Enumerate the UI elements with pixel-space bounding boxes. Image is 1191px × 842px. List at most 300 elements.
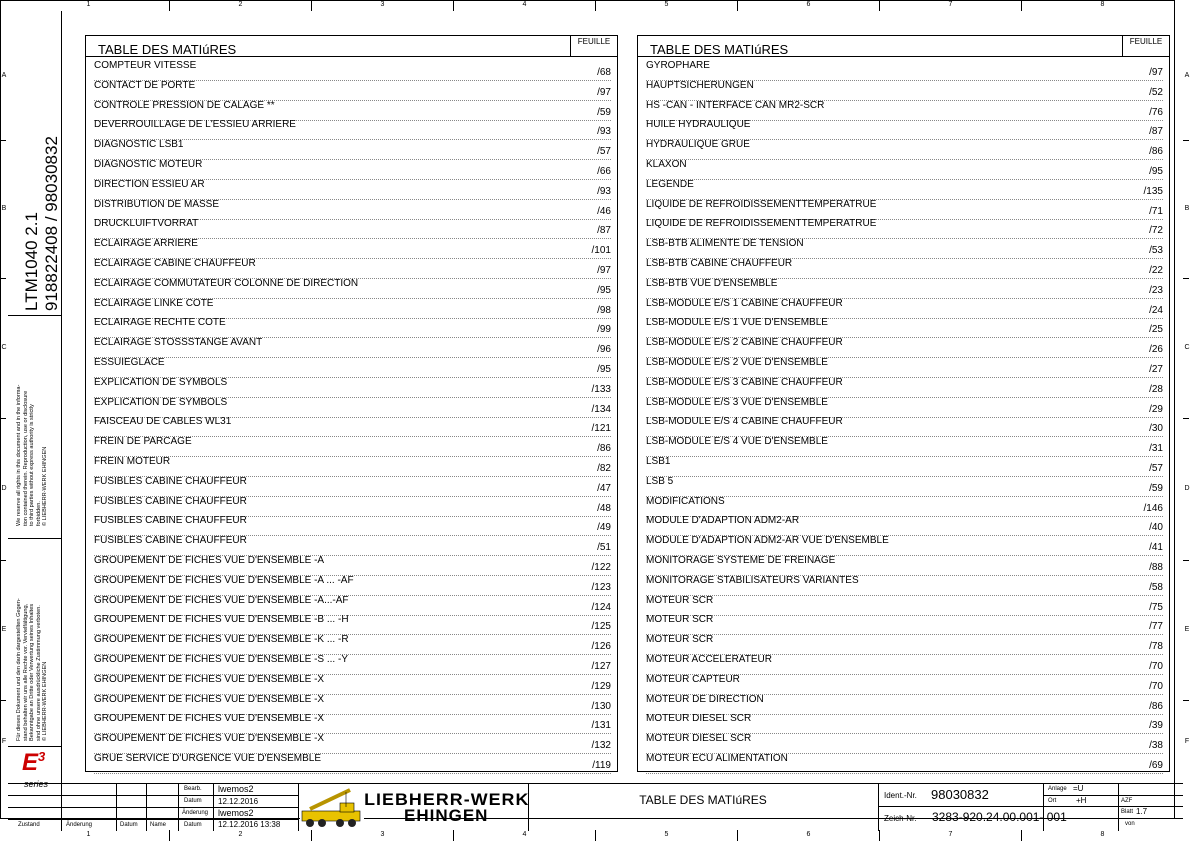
toc-entry-label: LSB-MODULE E/S 1 VUE D'ENSEMBLE: [646, 317, 828, 329]
toc-entry: [646, 733, 1163, 754]
toc-entry: [94, 694, 611, 715]
toc-entry-page: /93: [597, 185, 611, 197]
toc-entry: [94, 298, 611, 319]
toc-entry: [646, 238, 1163, 259]
toc-entry-page: /98: [597, 304, 611, 316]
toc-entry: [646, 317, 1163, 338]
toc-entry-page: /101: [591, 245, 611, 257]
toc-entry: [646, 80, 1163, 101]
row-divider-tick: [1183, 278, 1189, 279]
name-label: Name: [150, 822, 167, 828]
toc-entry-page: /129: [591, 680, 611, 692]
row-letter: C: [1184, 344, 1190, 351]
column-number: 4: [454, 0, 596, 11]
toc-entry-page: /77: [1149, 621, 1163, 633]
toc-entry: [94, 159, 611, 180]
drawing-numbers: 918822408 / 98030832: [42, 136, 61, 311]
toc-entry-label: DIRECTION ESSIEU AR: [94, 178, 205, 190]
toc-entry-label: MODULE D'ADAPTION ADM2-AR: [646, 515, 800, 527]
toc-entry: [94, 317, 611, 338]
anlage-label: Anlage: [1048, 786, 1067, 792]
toc-entry-label: LSB-BTB ALIMENTE DE TENSION: [646, 238, 804, 250]
zeich-value: 3283-920.24.00.001- 001: [932, 810, 1067, 824]
toc-entry-page: /135: [1143, 185, 1163, 197]
toc-entry-label: LSB1: [646, 456, 671, 467]
toc-entry-page: /119: [592, 760, 611, 771]
toc-entry: [94, 119, 611, 140]
toc-entry-label: GROUPEMENT DE FICHES VUE D'ENSEMBLE -X: [94, 693, 325, 705]
ort-value: +H: [1076, 796, 1087, 805]
toc-entry-label: DRUCKLUIFTVORRAT: [94, 218, 199, 230]
toc-entry-label: LSB-MODULE E/S 4 VUE D'ENSEMBLE: [646, 436, 828, 448]
toc-entry-page: /134: [591, 403, 611, 415]
toc-entry-label: MOTEUR SCR: [646, 594, 714, 606]
toc-entry-label: DIAGNOSTIC MOTEUR: [94, 159, 203, 170]
row-divider-tick: [1183, 560, 1189, 561]
toc-entry: [94, 416, 611, 437]
row-letter: C: [1, 344, 7, 351]
toc-entry: [646, 179, 1163, 200]
toc-entry: [646, 199, 1163, 220]
toc-entry-label: GROUPEMENT DE FICHES VUE D'ENSEMBLE -B ... -H: [94, 614, 349, 626]
toc-entry-label: GYROPHARE: [646, 60, 710, 71]
copyright-english: [16, 385, 49, 526]
toc-entry-page: /72: [1149, 225, 1163, 237]
toc-entry-page: /49: [597, 522, 611, 534]
toc-entry: [646, 100, 1163, 121]
toc-entry: [94, 674, 611, 695]
toc-entry-page: /59: [597, 106, 611, 118]
toc-entry: [94, 278, 611, 299]
toc-entry-page: /22: [1149, 265, 1163, 276]
toc-entry-label: LSB-MODULE E/S 1 CABINE CHAUFFEUR: [646, 297, 843, 309]
toc-entry-page: /96: [597, 344, 611, 356]
toc-entry-page: /69: [1149, 760, 1163, 771]
toc-entry-label: MOTEUR DIESEL SCR: [646, 713, 752, 725]
toc-entry-label: LIQUIDE DE REFROIDISSEMENTTEMPERATRUE: [646, 198, 877, 210]
toc-entry: [94, 575, 611, 596]
toc-entry: [646, 713, 1163, 734]
row-letter: B: [1184, 205, 1190, 212]
toc-entry: [94, 634, 611, 655]
toc-entry: [646, 595, 1163, 616]
toc-entry: [94, 555, 611, 576]
datum-label: Datum: [120, 822, 138, 828]
copyright-line: Bekanntgabe an Dritte oder Verwertung seines Inhaltes: [29, 603, 35, 741]
toc-entry: [94, 436, 611, 457]
toc-entry-page: /146: [1143, 502, 1163, 514]
toc-entry: [94, 377, 611, 398]
bearb-value: lwemos2: [218, 784, 254, 794]
toc-entry-label: DEVERROUILLAGE DE L'ESSIEU ARRIERE: [94, 119, 296, 131]
copyright-line: © LIEBHERR-WERK EHINGEN: [42, 661, 48, 741]
toc-entry-page: /41: [1149, 542, 1163, 554]
column-grid-bottom: [8, 830, 1183, 841]
toc-entry: [646, 753, 1163, 774]
column-number: 5: [596, 0, 738, 11]
column-number: 3: [312, 0, 454, 11]
toc-entry-page: /57: [597, 146, 611, 158]
toc-entry-label: FUSIBLES CABINE CHAUFFEUR: [94, 515, 247, 527]
left-info-strip: [8, 11, 62, 789]
toc-entry-label: FREIN MOTEUR: [94, 456, 171, 467]
toc-entry: [646, 377, 1163, 398]
toc-entry-label: FUSIBLES CABINE CHAUFFEUR: [94, 475, 247, 487]
column-number: 4: [454, 830, 596, 841]
toc-entry-label: HYDRAULIQUE GRUE: [646, 139, 750, 151]
toc-entry-page: /97: [597, 265, 611, 276]
toc-entry-label: HUILE HYDRAULIQUE: [646, 119, 751, 131]
toc-entry-page: /125: [591, 621, 611, 633]
toc-entry: [646, 337, 1163, 358]
toc-entry: [94, 100, 611, 121]
toc-entry-page: /46: [597, 205, 611, 217]
row-divider-tick: [1183, 700, 1189, 701]
toc-entry-label: GROUPEMENT DE FICHES VUE D'ENSEMBLE -K ... -R: [94, 634, 349, 646]
datum2-value: 12.12.2016 13:38: [218, 820, 281, 829]
toc-entry-page: /133: [591, 383, 611, 395]
toc-entry-page: /26: [1149, 344, 1163, 356]
toc-entry: [94, 456, 611, 477]
toc-entry: [94, 258, 611, 279]
toc-entry-page: /30: [1149, 423, 1163, 435]
toc-entry: [646, 397, 1163, 418]
toc-left-title: TABLE DES MATIúRES: [98, 42, 237, 57]
toc-entry: [94, 218, 611, 239]
toc-entry: [94, 357, 611, 378]
toc-entry-page: /29: [1149, 403, 1163, 415]
toc-entry-label: MOTEUR CAPTEUR: [646, 673, 740, 685]
toc-entry-page: /53: [1149, 245, 1163, 257]
toc-entry-page: /95: [1149, 166, 1163, 177]
toc-entry-label: LSB-MODULE E/S 3 VUE D'ENSEMBLE: [646, 396, 828, 408]
crane-logo-icon: [300, 787, 364, 829]
column-grid-top: [8, 0, 1183, 11]
toc-entry: [94, 397, 611, 418]
row-divider-tick: [0, 278, 6, 279]
toc-entry-label: CONTACT DE PORTE: [94, 79, 196, 91]
copyright-line: We reserve all rights in this document and in the informa-: [16, 384, 22, 526]
toc-entry-label: MOTEUR SCR: [646, 634, 714, 646]
toc-entry-label: HAUPTSICHERUNGEN: [646, 79, 754, 91]
toc-entry-label: ECLAIRAGE ARRIERE: [94, 238, 198, 250]
toc-entry-page: /58: [1149, 581, 1163, 593]
toc-entry-label: MONITORAGE STABILISATEURS VARIANTES: [646, 574, 859, 586]
toc-entry-page: /31: [1149, 443, 1163, 455]
toc-entry: [646, 298, 1163, 319]
toc-entry-page: /127: [591, 661, 611, 672]
toc-entry-page: /82: [597, 463, 611, 474]
aenderung2-label: Änderung: [182, 810, 209, 816]
toc-entry-label: LIQUIDE DE REFROIDISSEMENTTEMPERATRUE: [646, 218, 877, 230]
copyright-german: [16, 598, 49, 741]
toc-entry-page: /75: [1149, 601, 1163, 613]
azf-label: AZF: [1121, 798, 1133, 804]
ident-label: Ident.-Nr.: [884, 791, 917, 800]
toc-entry: [94, 595, 611, 616]
toc-entry-page: /23: [1149, 284, 1163, 296]
aenderung-label: Änderung: [66, 822, 93, 828]
toc-entry-page: /59: [1149, 482, 1163, 494]
toc-entry-page: /76: [1149, 106, 1163, 118]
datum1-label: Datum: [184, 798, 202, 804]
toc-entry-label: LSB-BTB CABINE CHAUFFEUR: [646, 258, 793, 269]
toc-entry-page: /51: [597, 542, 611, 554]
toc-entry-label: FREIN DE PARCAGE: [94, 436, 192, 448]
toc-entry-label: GROUPEMENT DE FICHES VUE D'ENSEMBLE -X: [94, 713, 325, 725]
column-number: 5: [596, 830, 738, 841]
toc-entry: [646, 357, 1163, 378]
e3-series-label: series: [24, 779, 49, 789]
row-divider-tick: [0, 560, 6, 561]
datum2-label: Datum: [184, 822, 202, 828]
toc-entry-page: /87: [1149, 126, 1163, 138]
toc-entry-page: /25: [1149, 324, 1163, 336]
toc-entry-page: /86: [1149, 146, 1163, 158]
document-title: TABLE DES MATIúRES: [639, 793, 767, 807]
row-letter: E: [1184, 626, 1190, 633]
toc-entry-label: LEGENDE: [646, 178, 694, 190]
toc-entry-label: GROUPEMENT DE FICHES VUE D'ENSEMBLE -A...-AF: [94, 594, 349, 606]
row-letter: E: [1, 626, 7, 633]
copyright-line: stand behalten wir uns alle Rechte vor. Vervielfältigung,: [22, 603, 29, 741]
toc-entry-page: /126: [591, 641, 611, 653]
toc-entry: [646, 278, 1163, 299]
toc-entry-page: /95: [597, 284, 611, 296]
toc-entry-page: /27: [1149, 364, 1163, 375]
company-name-line1: LIEBHERR-WERK: [364, 790, 530, 809]
toc-entry: [646, 515, 1163, 536]
toc-entry: [94, 654, 611, 675]
toc-entry: [94, 614, 611, 635]
toc-entry-page: /132: [591, 740, 611, 752]
toc-entry-page: /24: [1149, 304, 1163, 316]
column-number: 8: [1100, 831, 1105, 838]
toc-entry-page: /121: [591, 423, 611, 435]
toc-entry-page: /95: [597, 364, 611, 375]
toc-entry: [646, 159, 1163, 180]
toc-entry: [646, 60, 1163, 81]
toc-entry: [646, 456, 1163, 477]
toc-entry-label: FUSIBLES CABINE CHAUFFEUR: [94, 495, 247, 507]
toc-entry-label: FUSIBLES CABINE CHAUFFEUR: [94, 535, 247, 547]
toc-right-title: TABLE DES MATIúRES: [650, 42, 789, 57]
toc-entry-label: LSB-MODULE E/S 2 CABINE CHAUFFEUR: [646, 337, 843, 349]
toc-entry-label: MOTEUR DE DIRECTION: [646, 693, 764, 705]
toc-entry-label: LSB-MODULE E/S 3 CABINE CHAUFFEUR: [646, 376, 843, 388]
toc-entry-label: LSB-MODULE E/S 2 VUE D'ENSEMBLE: [646, 357, 828, 368]
copyright-line: to third parties without express authority is strictly: [29, 404, 35, 526]
toc-entry-label: LSB 5: [646, 475, 674, 487]
toc-entry-page: /71: [1149, 205, 1163, 217]
toc-entry-page: /97: [597, 86, 611, 98]
toc-entry-page: /48: [597, 502, 611, 514]
toc-entry: [646, 436, 1163, 457]
copyright-line: © LIEBHERR-WERK EHINGEN: [42, 446, 48, 526]
datum1-value: 12.12.2016: [218, 797, 259, 806]
toc-entry-page: /99: [597, 324, 611, 336]
toc-entry: [94, 337, 611, 358]
toc-entry-label: MODIFICATIONS: [646, 495, 725, 507]
toc-entry-label: GROUPEMENT DE FICHES VUE D'ENSEMBLE -A: [94, 555, 325, 566]
toc-entry-page: /38: [1149, 740, 1163, 752]
toc-entry-page: /78: [1149, 641, 1163, 653]
toc-entry-label: MODULE D'ADAPTION ADM2-AR VUE D'ENSEMBLE: [646, 535, 889, 547]
toc-entry-page: /28: [1149, 383, 1163, 395]
toc-entry-page: /52: [1149, 86, 1163, 98]
toc-entry: [646, 416, 1163, 437]
toc-entry-label: ECLAIRAGE STOSSSTANGE AVANT: [94, 337, 263, 349]
toc-entry-label: MONITORAGE SYSTEME DE FREINAGE: [646, 555, 836, 566]
toc-entry: [646, 258, 1163, 279]
toc-entry-label: MOTEUR ECU ALIMENTATION: [646, 753, 788, 764]
aenderung2-value: lwemos2: [218, 808, 254, 818]
toc-entry-label: ECLAIRAGE LINKE COTE: [94, 297, 214, 309]
copyright-line: sind ohne unsere ausdrückliche Zustimmung verboten.: [35, 605, 42, 741]
toc-entry-page: /70: [1149, 661, 1163, 672]
toc-entry: [646, 634, 1163, 655]
row-letter: D: [1, 485, 7, 492]
toc-entry-label: GROUPEMENT DE FICHES VUE D'ENSEMBLE -A ... -AF: [94, 574, 354, 586]
toc-entry-label: GROUPEMENT DE FICHES VUE D'ENSEMBLE -X: [94, 673, 325, 685]
toc-entry-page: /57: [1149, 463, 1163, 474]
row-divider-tick: [0, 418, 6, 419]
toc-entry: [646, 139, 1163, 160]
column-number: 1: [8, 0, 170, 11]
toc-entry-label: COMPTEUR VITESSE: [94, 60, 197, 71]
ident-value: 98030832: [931, 787, 989, 802]
toc-entry: [94, 80, 611, 101]
toc-entry-page: /131: [591, 720, 611, 732]
toc-entry-page: /130: [591, 700, 611, 712]
toc-entry-label: EXPLICATION DE SYMBOLS: [94, 396, 228, 408]
toc-entry: [94, 496, 611, 517]
toc-entry: [94, 515, 611, 536]
toc-entry: [94, 753, 611, 774]
toc-entry-page: /123: [591, 581, 611, 593]
toc-entry-page: /87: [597, 225, 611, 237]
ort-label: Ort: [1048, 798, 1057, 804]
toc-entry-page: /122: [591, 562, 611, 573]
column-number: 2: [170, 0, 312, 11]
toc-entry-label: MOTEUR SCR: [646, 614, 714, 626]
toc-entry: [94, 238, 611, 259]
row-letter: F: [1, 737, 7, 745]
toc-entry-label: CONTROLE PRESSION DE CALAGE **: [94, 99, 275, 111]
toc-entry-label: LSB-MODULE E/S 4 CABINE CHAUFFEUR: [646, 416, 843, 428]
bearb-label: Bearb.: [184, 786, 202, 792]
toc-entry-label: ESSUIEGLACE: [94, 357, 165, 368]
copyright-line: Für dieses Dokument und den darin dargestellten Gegen-: [16, 598, 22, 741]
toc-right-feuille: FEUILLE: [1122, 36, 1169, 56]
row-letter: F: [1184, 737, 1190, 745]
toc-entry: [646, 476, 1163, 497]
toc-entry: [646, 614, 1163, 635]
toc-entry: [646, 555, 1163, 576]
column-number: 2: [170, 830, 312, 841]
row-divider-tick: [1183, 140, 1189, 141]
copyright-line: forbidden.: [35, 501, 42, 526]
column-number: 7: [880, 0, 1022, 11]
toc-entry-label: GROUPEMENT DE FICHES VUE D'ENSEMBLE -X: [94, 733, 325, 745]
toc-entry: [94, 139, 611, 160]
toc-left-table: [85, 35, 618, 772]
column-number: 8: [1100, 1, 1105, 8]
toc-entry-page: /70: [1149, 680, 1163, 692]
toc-entry-page: /40: [1149, 522, 1163, 534]
toc-entry-page: /124: [591, 601, 611, 613]
toc-entry: [646, 218, 1163, 239]
toc-entry-page: /47: [597, 482, 611, 494]
toc-entry-page: /97: [1149, 67, 1163, 78]
toc-entry: [94, 733, 611, 754]
toc-entry: [94, 199, 611, 220]
column-number: 3: [312, 830, 454, 841]
toc-entry: [94, 179, 611, 200]
toc-entry-label: GRUE SERVICE D'URGENCE VUE D'ENSEMBLE: [94, 753, 322, 764]
column-number: 6: [738, 830, 880, 841]
toc-entry: [646, 694, 1163, 715]
toc-right-table: [637, 35, 1170, 772]
toc-entry: [646, 535, 1163, 556]
toc-entry: [94, 476, 611, 497]
row-letter: A: [1, 71, 7, 79]
toc-entry-page: /88: [1149, 562, 1163, 573]
toc-entry: [94, 713, 611, 734]
row-letter: B: [1, 205, 7, 212]
toc-entry-page: /86: [1149, 700, 1163, 712]
toc-entry: [94, 535, 611, 556]
copyright-line: tion contained therein. Reproduction, use or disclosure: [22, 390, 29, 526]
blatt-value: 1.7: [1136, 807, 1148, 816]
zustand-label: Zustand: [18, 822, 40, 828]
zeich-label: Zeich-Nr.: [884, 814, 917, 823]
row-divider-tick: [0, 140, 6, 141]
toc-entry-label: MOTEUR DIESEL SCR: [646, 733, 752, 745]
title-block: [8, 783, 1183, 831]
toc-entry-label: KLAXON: [646, 159, 687, 170]
toc-entry-page: /86: [597, 443, 611, 455]
column-number: 6: [738, 0, 880, 11]
blatt-label: Blatt: [1121, 809, 1134, 815]
toc-entry-label: MOTEUR ACCELERATEUR: [646, 654, 772, 665]
toc-entry: [646, 654, 1163, 675]
e3-logo: $E^3$: [22, 749, 46, 776]
toc-entry: [646, 674, 1163, 695]
company-name-line2: EHINGEN: [404, 806, 489, 825]
toc-entry-page: /39: [1149, 720, 1163, 732]
toc-entry-page: /93: [597, 126, 611, 138]
toc-entry: [646, 575, 1163, 596]
toc-entry-label: HS -CAN - INTERFACE CAN MR2-SCR: [646, 99, 825, 111]
row-letter: A: [1184, 71, 1190, 79]
row-divider-tick: [1183, 418, 1189, 419]
toc-entry-page: /66: [597, 166, 611, 177]
column-number: 7: [880, 830, 1022, 841]
toc-entry-label: ECLAIRAGE RECHTE COTE: [94, 317, 226, 329]
toc-entry-page: /68: [597, 67, 611, 78]
row-divider-tick: [0, 700, 6, 701]
toc-entry-label: ECLAIRAGE COMMUTATEUR COLONNE DE DIRECTION: [94, 277, 359, 289]
anlage-value: =U: [1073, 784, 1084, 793]
toc-entry-label: GROUPEMENT DE FICHES VUE D'ENSEMBLE -S ... -Y: [94, 654, 348, 665]
model-label: LTM1040 2.1: [22, 212, 41, 311]
toc-entry-label: DIAGNOSTIC LSB1: [94, 139, 184, 151]
row-letter: D: [1184, 485, 1190, 492]
toc-entry: [646, 496, 1163, 517]
toc-entry-label: FAISCEAU DE CABLES WL31: [94, 416, 232, 428]
toc-entry: [94, 60, 611, 81]
